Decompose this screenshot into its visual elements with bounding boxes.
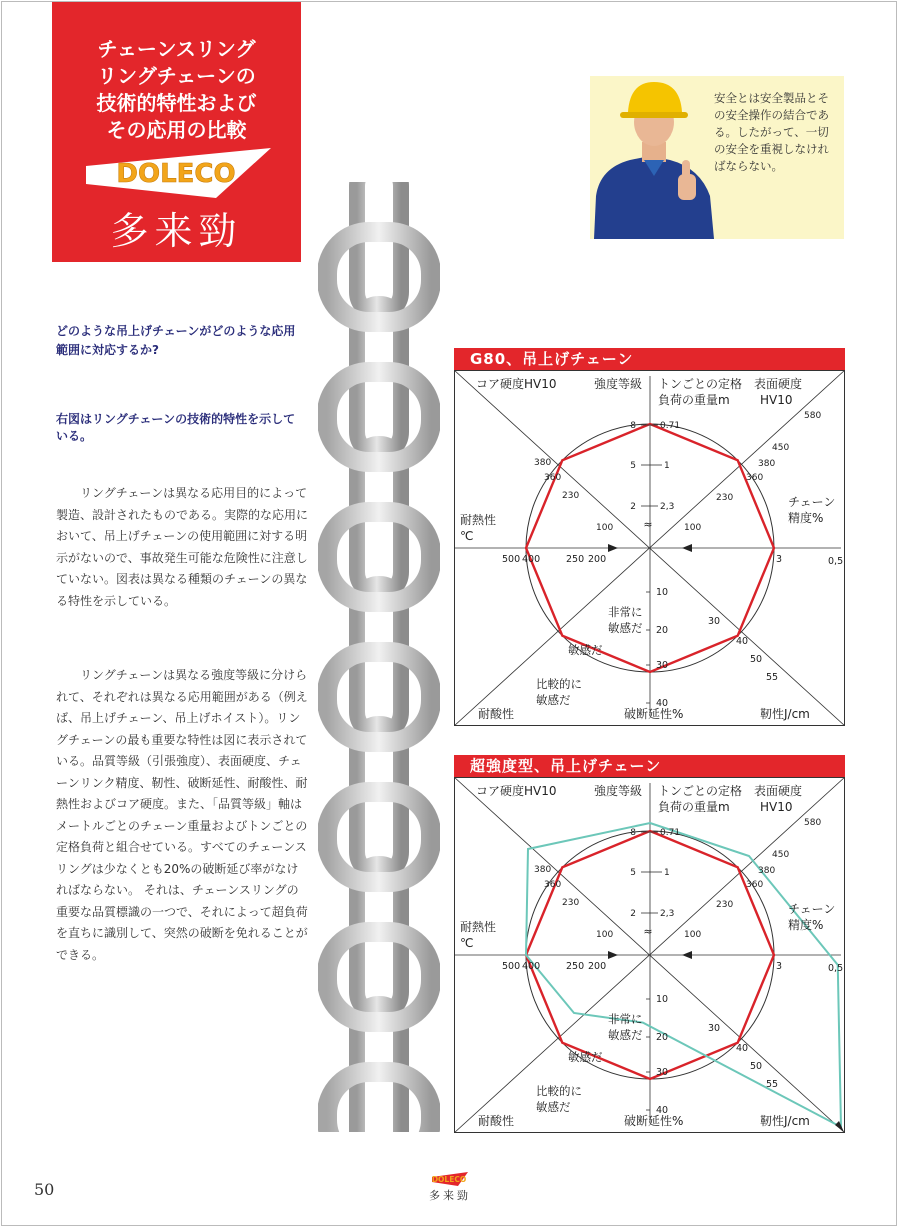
title-line: チェーンスリング [97,37,256,61]
approx-sign: ≈ [643,518,653,531]
tick-label-surface: 380 [758,866,776,876]
axis-label-surface-hardness: 表面硬度 [754,377,803,391]
tick-label-toughness: 55 [766,1079,779,1090]
intro-text: 右図はリングチェーンの技術的特性を示している。 [56,412,296,443]
sensitivity-label: 非常に [608,605,643,619]
paragraph-1: リングチェーンは異なる応用目的によって製造、設計されたものである。実際的な応用において、吊上げチェーンの使用範囲に対する明示がないので、事故発生可能な危険性に注意していない。図表は異なる種類のチェーンの異なる特性を示している。 [56,486,309,608]
page-number: 50 [34,1180,55,1199]
tick-label-core: 230 [562,898,580,908]
page-title [52,36,301,144]
tick-label-heat: 500 [502,554,521,565]
tick-label-toughness: 50 [750,1061,763,1072]
axis-label-surface-hardness: HV10 [760,393,793,407]
axis-label-load: トンごとの定格 [658,377,743,391]
tick-label-load: 0.71 [660,421,681,431]
tick-label-elongation: 40 [656,698,669,709]
tick-label-toughness: 30 [708,1023,721,1034]
chain-link-vertical [357,182,401,314]
tick-label-grade: 5 [630,461,636,471]
chain-link-ring [327,1072,431,1132]
brand-name: 多来勁 [110,209,243,253]
tick-label-surface: 360 [746,473,764,483]
axis-label-heat: ℃ [460,936,474,950]
tick-label-surface: 230 [716,900,734,910]
sensitivity-label: 比較的に [536,1084,582,1098]
title-line: リングチェーンの [97,64,256,88]
tick-label-surface: 450 [772,850,790,860]
doleco-logo [86,148,271,198]
axis-label-core-hardness: コア硬度HV10 [476,784,557,798]
tick-label-toughness: 30 [708,616,721,627]
axis-label-elongation: 破断延性% [624,707,684,721]
tick-label-heat: 250 [566,961,585,972]
tick-label-surface: 580 [804,411,822,421]
tick-label-toughness: 40 [736,1043,749,1054]
question-heading: どのような吊上げチェーンがどのような応用範囲に対応するか? [56,324,296,357]
axis-label-load: 負荷の重量m [658,393,730,407]
tick-label-surface: 580 [804,818,822,828]
tick-label-core: 100 [596,930,614,940]
footer-brand: 多来勁 [429,1189,471,1202]
tick-label-heat: 400 [522,961,541,972]
chain-image [318,182,440,1132]
chart-title: G80、吊上げチェーン [454,348,845,370]
tick-label-toughness: 40 [736,636,749,647]
axis-label-precision: チェーン [788,902,836,916]
tick-label-load: 1 [664,461,670,471]
axis-label-toughness: 靭性J/cm [760,707,810,721]
worker-image [590,76,720,239]
title-block [52,2,301,262]
logo-text: DOLECO [116,159,236,189]
tick-label-elongation: 10 [656,587,669,598]
approx-sign: ≈ [643,925,653,938]
tick-label-toughness: 50 [750,654,763,665]
tick-label-core: 380 [534,458,552,468]
safety-box [590,76,844,239]
tick-label-elongation: 30 [656,1067,669,1078]
tick-label-heat: 200 [588,554,607,565]
tick-label-precision: 3 [776,961,783,972]
footer-logo-text: DOLECO [432,1175,467,1184]
tick-label-load: 2,3 [660,909,675,919]
tick-label-load: 1 [664,868,670,878]
radar-chart-super [454,777,845,1133]
tick-label-surface: 100 [684,930,702,940]
axis-label-acid: 耐酸性 [478,1114,515,1128]
sensitivity-label: 敏感だ [536,1100,571,1114]
axis-label-surface-hardness: HV10 [760,800,793,814]
paragraph-2: リングチェーンは異なる強度等級に分けられて、それぞれは異なる応用範囲がある（例えば、吊上げチェーン、吊上げホイスト）。リングチェーンの最も重要な特性は図に表示されている。品質等級（引張強度）、表面硬度、チェーンリンク精度、靭性、破断延性、耐酸性、耐熱性およびコア硬度。また、「品質等級」軸はメートルごとのチェーン重量およびトンごとの定格負荷と組合せている。すべてのチェーンスリングは少なくとも20%の破断延び率がなければならない。 それは、チェーンスリングの重要な品質標識の一つで、それによって超負荷を直ちに識別して、突然の破断を免れることができる。 [56,668,308,962]
axis-label-grade: 強度等級 [594,784,643,798]
tick-label-elongation: 20 [656,625,669,636]
tick-label-heat: 200 [588,961,607,972]
tick-label-grade: 8 [630,421,636,431]
axis-label-precision: 精度% [788,511,824,525]
axis-label-toughness: 靭性J/cm [760,1114,810,1128]
axis-label-load: トンごとの定格 [658,784,743,798]
tick-label-grade: 2 [630,909,636,919]
axis-label-core-hardness: コア硬度HV10 [476,377,557,391]
chart-super [454,755,845,1135]
sensitivity-label: 非常に [608,1012,643,1026]
tick-label-heat: 500 [502,961,521,972]
tick-label-grade: 5 [630,868,636,878]
tick-label-grade: 8 [630,828,636,838]
axis-label-acid: 耐酸性 [478,707,515,721]
tick-label-core: 360 [544,880,562,890]
tick-label-surface: 360 [746,880,764,890]
axis-label-heat: 耐熱性 [460,920,497,934]
tick-label-surface: 100 [684,523,702,533]
tick-label-surface: 380 [758,459,776,469]
sensitivity-label: 敏感だ [568,1050,603,1064]
footer-logo [432,1172,468,1186]
axis-label-heat: ℃ [460,529,474,543]
sensitivity-label: 敏感だ [536,693,571,707]
sensitivity-label: 比較的に [536,677,582,691]
radar-chart-g80 [454,370,845,726]
chart-title: 超強度型、吊上げチェーン [454,755,845,777]
tick-label-toughness: 55 [766,672,779,683]
tick-label-elongation: 10 [656,994,669,1005]
axis-label-elongation: 破断延性% [624,1114,684,1128]
tick-label-load: 0.71 [660,828,681,838]
axis-label-precision: チェーン [788,495,836,509]
tick-label-elongation: 40 [656,1105,669,1116]
tick-label-core: 380 [534,865,552,875]
axis-label-precision: 精度% [788,918,824,932]
sensitivity-label: 敏感だ [568,643,603,657]
tick-label-core: 100 [596,523,614,533]
title-line: 技術的特性および [96,91,257,115]
tick-label-surface: 230 [716,493,734,503]
tick-label-core: 230 [562,491,580,501]
tick-label-heat: 400 [522,554,541,565]
tick-label-surface: 450 [772,443,790,453]
tick-label-precision: 3 [776,554,783,565]
axis-label-grade: 強度等級 [594,377,643,391]
tick-label-core: 360 [544,473,562,483]
axis-label-load: 負荷の重量m [658,800,730,814]
title-line: その応用の比較 [106,118,247,142]
safety-text: 安全とは安全製品とその安全操作の結合である。したがって、一切の安全を重視しなければならない。 [714,91,829,173]
tick-label-load: 2,3 [660,502,675,512]
chart-g80 [454,348,845,726]
tick-label-precision: 0,5 [828,556,844,567]
tick-label-grade: 2 [630,502,636,512]
tick-label-elongation: 20 [656,1032,669,1043]
tick-label-elongation: 30 [656,660,669,671]
tick-label-precision: 0,5 [828,963,844,974]
sensitivity-label: 敏感だ [608,1028,643,1042]
sensitivity-label: 敏感だ [608,621,643,635]
axis-label-heat: 耐熱性 [460,513,497,527]
axis-label-surface-hardness: 表面硬度 [754,784,803,798]
tick-label-heat: 250 [566,554,585,565]
